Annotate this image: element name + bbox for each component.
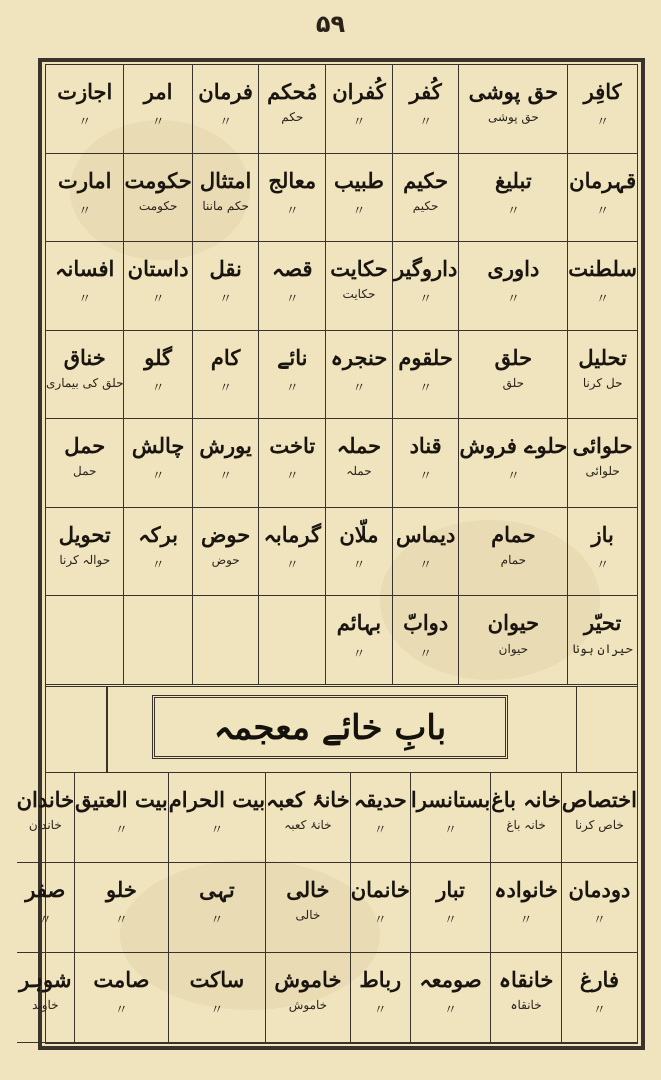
band-divider-right [576, 687, 578, 772]
entry-gloss: خاوند [32, 998, 59, 1013]
table-cell [325, 242, 392, 331]
table-cell [392, 331, 459, 420]
ditto-mark: 〃 [596, 292, 610, 308]
table-cell [46, 508, 123, 597]
entry-word: خانقاہ [498, 967, 554, 992]
entry-word: کُفر [409, 79, 442, 104]
table-cell [74, 863, 168, 953]
table-cell [123, 419, 191, 508]
table-cell [392, 508, 459, 597]
table-cell [46, 331, 123, 420]
entry-word: داروگیر [393, 256, 458, 282]
ditto-mark: 〃 [114, 1003, 128, 1019]
table-cell [350, 863, 410, 953]
entry-word: قناد [409, 433, 442, 459]
entry-word: دودمان [568, 877, 631, 902]
table-cell [265, 773, 350, 863]
entry-word: بیت الحرام [168, 787, 266, 812]
table-cell [561, 863, 637, 953]
entry-word: مُحکم [267, 79, 318, 104]
table-cell [458, 596, 567, 685]
entry-word: فرمان [198, 79, 253, 104]
ditto-mark: 〃 [151, 469, 165, 485]
ditto-mark: 〃 [285, 469, 299, 485]
entry-gloss: حمل [73, 464, 97, 479]
ditto-mark: 〃 [519, 913, 533, 929]
ditto-mark: 〃 [592, 1003, 606, 1019]
entry-word: فارغ [579, 967, 619, 992]
band-divider-left [106, 687, 108, 772]
entry-word: کام [210, 344, 241, 370]
entry-word: خاموش [274, 967, 342, 992]
entry-gloss: حوالہ کرنا [59, 553, 111, 568]
entry-gloss: خانۂ کعبہ [284, 818, 332, 833]
entry-word: رباط [359, 967, 402, 992]
table-cell [258, 65, 325, 154]
table-cell [567, 596, 637, 685]
table-cell [325, 65, 392, 154]
table-cell [258, 419, 325, 508]
entry-word: خانوادہ [494, 877, 558, 902]
table-cell [46, 242, 123, 331]
table-cell [192, 331, 259, 420]
entry-word: سلطنت [568, 256, 637, 282]
entry-word: صامت [93, 967, 150, 992]
ditto-mark: 〃 [219, 115, 233, 131]
entry-word: تحویل [58, 521, 111, 547]
entry-word: حلقوم [398, 344, 453, 370]
entry-word: حدیقہ [353, 787, 407, 812]
table-cell [350, 773, 410, 863]
entry-word: اجازت [57, 79, 113, 104]
table-cell [325, 508, 392, 597]
table-cell [192, 596, 259, 685]
table-cell [458, 65, 567, 154]
entry-word: چالش [131, 433, 185, 459]
table-cell [265, 863, 350, 953]
table-cell [17, 863, 75, 953]
entry-gloss: حمام [500, 553, 527, 568]
entry-gloss: حق پوشی [487, 110, 539, 125]
ditto-mark: 〃 [114, 823, 128, 839]
ditto-mark: 〃 [151, 115, 165, 131]
ditto-mark: 〃 [596, 203, 610, 219]
entry-word: حمل [64, 433, 106, 459]
table-cell [74, 953, 168, 1043]
table-cell [325, 154, 392, 243]
ditto-mark: 〃 [219, 380, 233, 396]
table-cell [490, 953, 561, 1043]
entry-word: خلو [106, 877, 137, 902]
entry-gloss: حلق کی بیماری [46, 375, 124, 390]
table-cell [567, 65, 637, 154]
entry-word: امر [143, 79, 173, 104]
entry-word: بیت العتیق [75, 787, 168, 812]
table-cell [123, 65, 191, 154]
table-cell [458, 154, 567, 243]
ditto-mark: 〃 [352, 380, 366, 396]
entry-gloss: خاموش [288, 998, 328, 1013]
ditto-mark: 〃 [285, 203, 299, 219]
ditto-mark: 〃 [210, 1003, 224, 1019]
table-cell [123, 242, 191, 331]
entry-word: معالج [268, 167, 317, 193]
entry-word: حلوائی [572, 433, 633, 459]
entry-word: حکیم [403, 167, 449, 193]
entry-word: باز [591, 521, 614, 547]
entry-word: تبلیغ [495, 167, 532, 193]
entry-word: امارت [58, 167, 112, 193]
table-cell [192, 508, 259, 597]
table-cell [325, 331, 392, 420]
table-cell [17, 773, 75, 863]
entry-word: حکومت [124, 167, 192, 193]
entry-word: خناق [63, 344, 106, 370]
ditto-mark: 〃 [506, 203, 520, 219]
table-cell [123, 596, 191, 685]
entry-word: حیوان [487, 610, 540, 636]
table-cell [325, 596, 392, 685]
entry-word: قہرمان [569, 167, 637, 193]
table-cell [168, 953, 265, 1043]
ditto-mark: 〃 [352, 203, 366, 219]
entry-word: شوہر [19, 967, 72, 992]
entry-gloss: حلق [502, 375, 525, 390]
entry-word: کُفران [332, 79, 386, 104]
table-cell [192, 154, 259, 243]
table-cell [123, 154, 191, 243]
entry-word: ساکت [189, 967, 245, 992]
ditto-mark: 〃 [285, 292, 299, 308]
entry-word: تہی [199, 877, 235, 902]
ditto-mark: 〃 [352, 646, 366, 662]
table-cell [265, 953, 350, 1043]
table-cell [410, 953, 490, 1043]
table-cell [567, 331, 637, 420]
entry-word: حکایت [330, 256, 388, 282]
entry-word: گلو [144, 344, 173, 370]
table-cell [567, 508, 637, 597]
table-cell [490, 773, 561, 863]
ditto-mark: 〃 [210, 913, 224, 929]
table-cell [258, 508, 325, 597]
entry-word: صومعہ [419, 967, 482, 992]
table-cell [458, 242, 567, 331]
entry-word: داستان [127, 256, 189, 282]
table-cell [458, 508, 567, 597]
entry-word: حلق [494, 344, 533, 370]
word-table-bottom [16, 773, 637, 1043]
entry-word: بستانسرا [410, 787, 491, 812]
table-cell [392, 419, 459, 508]
ditto-mark: 〃 [151, 292, 165, 308]
table-cell [392, 154, 459, 243]
ditto-mark: 〃 [444, 913, 458, 929]
table-cell [392, 65, 459, 154]
table-cell [561, 773, 637, 863]
entry-word: افسانہ [55, 256, 115, 282]
table-cell [458, 331, 567, 420]
page-number: ۵۹ [315, 10, 346, 38]
entry-gloss: حیران ہونا [572, 641, 633, 656]
entry-word: بہائم [336, 610, 382, 636]
entry-word: گرمابہ [263, 521, 321, 547]
table-cell [192, 65, 259, 154]
entry-word: کافِر [583, 79, 622, 104]
ditto-mark: 〃 [419, 646, 433, 662]
entry-gloss: حکیم [412, 198, 439, 213]
entry-word: امتثال [199, 167, 252, 193]
entry-gloss: خالی [295, 908, 321, 923]
ditto-mark: 〃 [78, 292, 92, 308]
entry-gloss: خاندان [28, 818, 62, 833]
table-cell [410, 863, 490, 953]
table-cell [258, 596, 325, 685]
table-cell [168, 863, 265, 953]
entry-word: خانۂ کعبہ [266, 787, 350, 812]
table-cell [567, 242, 637, 331]
ditto-mark: 〃 [419, 380, 433, 396]
ditto-mark: 〃 [219, 292, 233, 308]
entry-word: تحیّر [583, 610, 622, 636]
section-heading: بابِ خائے معجمہ [213, 707, 447, 748]
entry-gloss: خانہ باغ [506, 818, 546, 833]
entry-gloss: حکم ماننا [202, 198, 249, 213]
entry-word: دیماس [395, 521, 456, 547]
entry-gloss: حکومت [138, 198, 178, 213]
ditto-mark: 〃 [506, 292, 520, 308]
table-cell [258, 154, 325, 243]
entry-word: طبیب [333, 167, 384, 193]
entry-word: خانہ باغ [491, 787, 561, 812]
entry-word: اختصاص [561, 787, 637, 812]
entry-word: تاخت [269, 433, 316, 459]
table-cell [123, 331, 191, 420]
ditto-mark: 〃 [419, 292, 433, 308]
entry-word: خالی [286, 877, 330, 902]
entry-word: نقل [209, 256, 242, 282]
entry-gloss: حلوائی [585, 464, 620, 479]
ditto-mark: 〃 [373, 1003, 387, 1019]
entry-gloss: حکایت [342, 287, 376, 302]
ditto-mark: 〃 [352, 115, 366, 131]
entry-gloss: حل کرنا [582, 375, 623, 390]
entry-gloss: خاص کرنا [575, 818, 624, 833]
word-table-top [46, 65, 637, 685]
table-cell [561, 953, 637, 1043]
entry-word: ملّان [339, 521, 379, 547]
table-cell [192, 419, 259, 508]
entry-word: یورش [199, 433, 252, 459]
table-cell [74, 773, 168, 863]
section-heading-box [152, 695, 508, 759]
ditto-mark: 〃 [373, 823, 387, 839]
table-cell [567, 154, 637, 243]
ditto-mark: 〃 [219, 469, 233, 485]
ditto-mark: 〃 [210, 823, 224, 839]
table-cell [325, 419, 392, 508]
table-cell [46, 154, 123, 243]
entry-word: نائے [277, 344, 308, 370]
entry-gloss: خانقاہ [510, 998, 542, 1013]
ditto-mark: 〃 [285, 380, 299, 396]
ditto-mark: 〃 [373, 913, 387, 929]
ditto-mark: 〃 [78, 115, 92, 131]
entry-word: تحلیل [578, 344, 627, 370]
ditto-mark: 〃 [38, 913, 52, 929]
section-heading-band [46, 686, 637, 773]
ditto-mark: 〃 [592, 913, 606, 929]
entry-gloss: حکم [281, 110, 304, 125]
ditto-mark: 〃 [419, 469, 433, 485]
table-cell [258, 331, 325, 420]
entry-word: حوض [201, 521, 251, 547]
ditto-mark: 〃 [444, 1003, 458, 1019]
entry-word: صفر [25, 877, 66, 902]
table-cell [392, 242, 459, 331]
entry-word: قصہ [272, 256, 313, 282]
table-cell [123, 508, 191, 597]
ditto-mark: 〃 [419, 558, 433, 574]
table-cell [490, 863, 561, 953]
entry-gloss: حیوان [498, 641, 529, 656]
table-cell [168, 773, 265, 863]
table-cell [410, 773, 490, 863]
table-cell [258, 242, 325, 331]
ditto-mark: 〃 [596, 115, 610, 131]
entry-word: داوری [487, 256, 540, 282]
table-cell [46, 596, 123, 685]
entry-word: تبار [436, 877, 465, 902]
entry-word: خاندان [16, 787, 75, 812]
entry-gloss: حملہ [346, 464, 372, 479]
ditto-mark: 〃 [506, 469, 520, 485]
ditto-mark: 〃 [151, 380, 165, 396]
ditto-mark: 〃 [78, 203, 92, 219]
table-cell [350, 953, 410, 1043]
table-cell [17, 953, 75, 1043]
table-cell [192, 242, 259, 331]
entry-word: حق پوشی [468, 79, 559, 104]
table-cell [392, 596, 459, 685]
ditto-mark: 〃 [352, 558, 366, 574]
entry-word: حنجرہ [330, 344, 388, 370]
table-cell [458, 419, 567, 508]
table-cell [567, 419, 637, 508]
entry-word: خانمان [350, 877, 410, 902]
entry-gloss: حوض [211, 553, 240, 568]
ditto-mark: 〃 [419, 115, 433, 131]
entry-word: برکہ [138, 521, 178, 547]
table-cell [46, 419, 123, 508]
ditto-mark: 〃 [285, 558, 299, 574]
entry-word: حلوے فروش [459, 433, 568, 459]
entry-word: حملہ [336, 433, 382, 459]
table-cell [46, 65, 123, 154]
ditto-mark: 〃 [596, 558, 610, 574]
ditto-mark: 〃 [444, 823, 458, 839]
ditto-mark: 〃 [151, 558, 165, 574]
entry-word: دوابّ [403, 610, 449, 636]
ditto-mark: 〃 [114, 913, 128, 929]
entry-word: حمام [491, 521, 536, 547]
